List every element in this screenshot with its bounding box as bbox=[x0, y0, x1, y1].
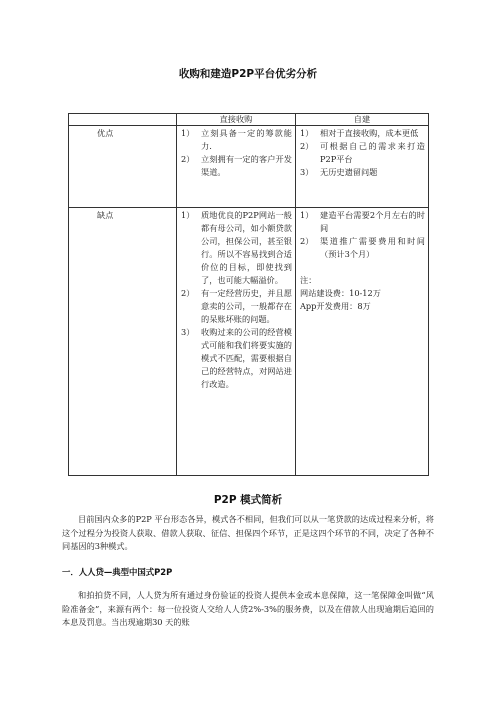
list-item bbox=[300, 166, 425, 179]
item-number: 1） bbox=[181, 128, 195, 138]
header-buy: 直接收购 bbox=[177, 114, 296, 126]
item-text: 无历史遗留问题 bbox=[320, 167, 378, 177]
cons-build-cell bbox=[296, 208, 429, 476]
body-paragraph: 和拍拍贷不同，人人贷为所有通过身份验证的投资人提供本金或本息保障，这一笔保障金叫做“风险准备金”，来源有两个：每一位投资人交给人人贷2%-3%的服务费，以及在借款人出现逾期后追回的本息及罚息。当出现逾期30 天的账 bbox=[62, 590, 434, 627]
item-text: 立刻拥有一定的客户开发渠道。 bbox=[201, 154, 292, 177]
item-text: 渠道推广需要费用和时间（预计3个月） bbox=[320, 236, 425, 259]
pros-buy-list bbox=[181, 127, 292, 179]
cons-buy-list bbox=[181, 209, 292, 391]
item-number: 2） bbox=[181, 154, 195, 164]
row-label-cons: 缺点 bbox=[69, 208, 177, 476]
item-text: 相对于直接收购，成本更低 bbox=[320, 128, 419, 138]
item-text: 可根据自己的需求来打造P2P平台 bbox=[320, 141, 425, 164]
table-row-cons bbox=[69, 208, 429, 476]
item-text: 收购过来的公司的经营模式可能和我们将要实施的模式不匹配，需要根据自己的经营特点，对网站进行改造。 bbox=[201, 327, 292, 389]
section-title: P2P 模式简析 bbox=[213, 494, 283, 506]
item-number: 2） bbox=[181, 288, 195, 298]
list-item bbox=[181, 326, 292, 391]
cons-build-list bbox=[300, 209, 425, 261]
pros-build-list bbox=[300, 127, 425, 179]
table-header-row bbox=[69, 114, 429, 126]
item-text: 有一定经营历史，并且愿意卖的公司，一般都存在的呆账坏账的问题。 bbox=[201, 288, 292, 324]
header-empty bbox=[69, 114, 177, 126]
item-number: 1） bbox=[181, 210, 195, 220]
header-build: 自建 bbox=[296, 114, 429, 126]
note-label: 注： bbox=[300, 275, 317, 285]
document-title: 收购和建造P2P平台优劣分析 bbox=[178, 68, 318, 80]
table-row-pros bbox=[69, 126, 429, 208]
cost-note bbox=[300, 274, 425, 313]
item-text: 质地优良的P2P网站一般都有母公司，如小额贷款公司，担保公司，甚至银行。所以不容易找到合适价位的目标，即使找到了，也可能大幅溢价。 bbox=[201, 210, 292, 285]
item-number: 2） bbox=[300, 141, 314, 151]
item-number: 3） bbox=[300, 167, 314, 177]
list-item bbox=[300, 235, 425, 261]
item-number: 1） bbox=[300, 128, 314, 138]
subsection-title: 一．人人贷—典型中国式P2P bbox=[62, 567, 173, 577]
cons-buy-cell bbox=[177, 208, 296, 476]
intro-paragraph: 目前国内众多的P2P 平台形态各异，模式各不相同，但我们可以从一笔贷款的达成过程来分析，将这个过程分为投资人获取、借款人获取、征信、担保四个环节，正是这四个环节的不同，决定了各种不同基因的3种模式。 bbox=[62, 514, 434, 551]
list-item bbox=[181, 127, 292, 153]
item-number: 3） bbox=[181, 327, 195, 337]
item-number: 2） bbox=[300, 236, 314, 246]
item-text: 建造平台需要2个月左右的时间 bbox=[320, 210, 425, 233]
comparison-table bbox=[68, 113, 429, 476]
row-label-pros: 优点 bbox=[69, 126, 177, 208]
item-text: 立刻具备一定的筹款能力. bbox=[201, 128, 292, 151]
pros-buy-cell bbox=[177, 126, 296, 208]
list-item bbox=[181, 153, 292, 179]
list-item bbox=[300, 140, 425, 166]
list-item bbox=[181, 287, 292, 326]
item-number: 1） bbox=[300, 210, 314, 220]
pros-build-cell bbox=[296, 126, 429, 208]
note-website-cost: 网站建设费：10-12万 bbox=[300, 288, 381, 298]
list-item bbox=[300, 127, 425, 140]
list-item bbox=[181, 209, 292, 287]
note-app-cost: App开发费用：8万 bbox=[300, 301, 371, 311]
list-item bbox=[300, 209, 425, 235]
